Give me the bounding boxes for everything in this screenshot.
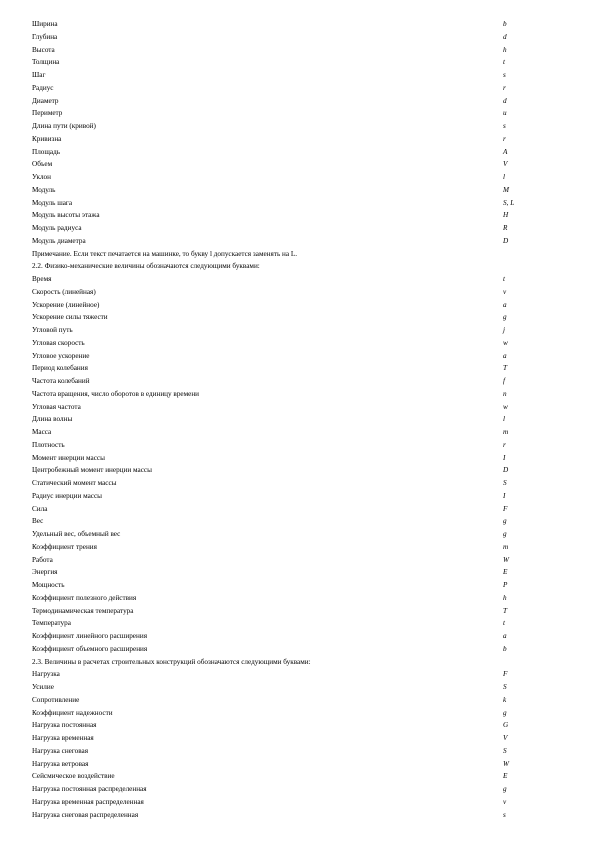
quantity-symbol: T	[503, 364, 507, 373]
quantity-name: Модуль высоты этажа	[32, 211, 100, 220]
list-item	[32, 541, 532, 554]
quantity-name: Плотность	[32, 440, 65, 449]
section-heading: 2.2. Физико-механические величины обозначаются следующими буквами:	[32, 262, 260, 271]
list-item	[32, 732, 532, 745]
quantity-symbol: W	[503, 555, 509, 564]
list-item	[32, 222, 532, 235]
list-item	[32, 375, 532, 388]
quantity-name: Нагрузка постоянная распределенная	[32, 785, 147, 793]
quantity-name: Коэффициент линейного расширения	[32, 632, 147, 640]
quantity-symbol: k	[503, 695, 507, 704]
quantity-name: Длина волны	[32, 415, 73, 424]
quantity-name: Сопротивление	[32, 695, 80, 704]
quantity-name: Нагрузка	[32, 670, 60, 679]
quantity-name: Сила	[32, 504, 48, 513]
note-text-row	[32, 248, 532, 261]
list-item	[32, 197, 532, 210]
quantity-name: Толщина	[32, 58, 60, 67]
quantity-symbol: a	[503, 300, 507, 309]
list-item	[32, 413, 532, 426]
list-item	[32, 44, 532, 57]
quantity-symbol: b	[503, 644, 507, 653]
quantity-name: Нагрузка постоянная	[32, 721, 97, 730]
quantity-name: Коэффициент объемного расширения	[32, 644, 148, 653]
quantity-symbol: D	[503, 466, 509, 475]
quantity-name: Ускорение силы тяжести	[32, 313, 108, 322]
list-item	[32, 745, 532, 758]
list-item	[32, 184, 532, 197]
quantity-symbol: M	[503, 185, 509, 194]
quantity-name: Коэффициент надежности	[32, 708, 113, 717]
quantity-name: Нагрузка временная распределенная	[32, 797, 144, 806]
quantity-symbol: w	[503, 402, 508, 411]
quantity-name: Нагрузка снеговая	[32, 746, 89, 755]
quantity-name: Угловой путь	[32, 326, 73, 334]
quantity-symbol: t	[503, 619, 505, 628]
quantity-symbol: W	[503, 759, 509, 768]
list-item	[32, 235, 532, 248]
quantity-symbol: r	[503, 440, 506, 449]
quantity-name: Температура	[32, 619, 71, 628]
list-item	[32, 324, 532, 337]
quantity-name: Нагрузка временная	[32, 734, 94, 742]
list-item	[32, 171, 532, 184]
quantity-name: Диаметр	[32, 96, 59, 105]
quantity-symbol: d	[503, 96, 507, 105]
quantity-name: Период колебания	[32, 364, 88, 373]
list-item	[32, 69, 532, 82]
quantity-name: Масса	[32, 428, 52, 436]
list-item	[32, 579, 532, 592]
quantity-symbol: V	[503, 734, 508, 742]
quantity-name: Усилие	[32, 683, 54, 691]
list-item	[32, 809, 532, 822]
quantity-symbol: S	[503, 683, 507, 691]
list-item	[32, 158, 532, 171]
quantity-symbol: h	[503, 593, 507, 602]
quantity-symbol: s	[503, 122, 506, 130]
quantity-symbol: S, L	[503, 198, 515, 207]
list-item	[32, 31, 532, 44]
quantity-symbol: r	[503, 134, 506, 143]
list-item	[32, 82, 532, 95]
quantity-name: Нагрузка снеговая распределенная	[32, 810, 139, 819]
quantity-name: Длина пути (кривой)	[32, 122, 96, 130]
list-item	[32, 592, 532, 605]
list-item	[32, 770, 532, 783]
quantity-symbol: t	[503, 58, 505, 67]
quantity-name: Угловая частота	[32, 402, 81, 411]
quantity-name: Частота вращения, число оборотов в единицу времени	[32, 389, 200, 398]
quantity-symbol: G	[503, 721, 509, 730]
list-item	[32, 388, 532, 401]
quantity-symbol: r	[503, 83, 506, 92]
section-heading-row	[32, 656, 532, 669]
quantity-name: Модуль шага	[32, 198, 73, 207]
list-item	[32, 362, 532, 375]
quantity-name: Объем	[32, 160, 53, 169]
list-item	[32, 515, 532, 528]
quantity-name: Угловая скорость	[32, 338, 85, 347]
list-item	[32, 107, 532, 120]
quantity-symbol: F	[503, 670, 508, 679]
list-item	[32, 464, 532, 477]
quantity-symbol: s	[503, 810, 506, 819]
list-item	[32, 783, 532, 796]
quantity-name: Модуль	[32, 185, 56, 194]
list-item	[32, 56, 532, 69]
quantity-symbol: h	[503, 45, 507, 54]
quantity-name: Удельный вес, объемный вес	[32, 530, 121, 538]
quantity-symbol: g	[503, 313, 507, 322]
list-item	[32, 758, 532, 771]
quantity-name: Модуль диаметра	[32, 236, 86, 245]
quantity-symbol: P	[503, 581, 508, 589]
list-item	[32, 401, 532, 414]
list-item	[32, 490, 532, 503]
quantity-symbol: n	[503, 389, 507, 398]
quantity-name: Площадь	[32, 147, 61, 156]
quantity-name: Энергия	[32, 568, 58, 577]
quantity-symbol: l	[503, 173, 505, 181]
list-item	[32, 477, 532, 490]
quantity-name: Скорость (линейная)	[32, 287, 96, 296]
list-item	[32, 286, 532, 299]
quantity-symbol: F	[503, 504, 508, 513]
quantity-symbol: V	[503, 160, 508, 169]
quantity-symbol: T	[503, 606, 507, 615]
quantity-name: Радиус	[32, 83, 54, 92]
quantity-name: Сейсмическое воздействие	[32, 772, 115, 781]
quantity-symbol: I	[503, 491, 506, 500]
list-item	[32, 120, 532, 133]
list-item	[32, 668, 532, 681]
note-text: Примечание. Если текст печатается на машинке, то букву l допускается заменять на L.	[32, 249, 298, 258]
list-item	[32, 681, 532, 694]
list-item	[32, 796, 532, 809]
list-item	[32, 643, 532, 656]
quantity-name: Термодинамическая температура	[32, 606, 134, 615]
list-item	[32, 503, 532, 516]
list-item	[32, 630, 532, 643]
list-item	[32, 18, 532, 31]
quantity-symbol: s	[503, 71, 506, 79]
list-item	[32, 707, 532, 720]
quantity-name: Радиус инерции массы	[32, 491, 102, 500]
quantity-symbol: D	[503, 236, 509, 245]
quantity-symbol: d	[503, 32, 507, 41]
list-item	[32, 337, 532, 350]
quantity-symbol: j	[503, 326, 505, 334]
quantity-name: Нагрузка ветровая	[32, 759, 89, 768]
quantity-name: Центробежный момент инерции массы	[32, 466, 152, 475]
section-heading: 2.3. Величины в расчетах строительных конструкций обозначаются следующими буквами:	[32, 657, 311, 666]
quantity-symbol: b	[503, 20, 507, 28]
symbol-list	[32, 18, 532, 821]
list-item	[32, 528, 532, 541]
quantity-name: Частота колебаний	[32, 377, 90, 385]
quantity-name: Ширина	[32, 20, 58, 28]
quantity-symbol: m	[503, 428, 509, 436]
quantity-symbol: g	[503, 708, 507, 717]
quantity-name: Работа	[32, 555, 53, 564]
quantity-symbol: u	[503, 109, 507, 118]
quantity-symbol: E	[503, 772, 508, 781]
quantity-symbol: a	[503, 632, 507, 640]
quantity-symbol: l	[503, 415, 505, 424]
quantity-name: Глубина	[32, 32, 58, 41]
quantity-symbol: w	[503, 338, 508, 347]
list-item	[32, 426, 532, 439]
list-item	[32, 439, 532, 452]
quantity-name: Ускорение (линейное)	[32, 300, 100, 309]
list-item	[32, 554, 532, 567]
quantity-symbol: g	[503, 785, 507, 793]
list-item	[32, 605, 532, 618]
quantity-name: Момент инерции массы	[32, 453, 105, 462]
quantity-symbol: m	[503, 542, 509, 551]
list-item	[32, 146, 532, 159]
quantity-name: Вес	[32, 517, 44, 526]
quantity-symbol: S	[503, 479, 507, 487]
quantity-symbol: a	[503, 351, 507, 360]
quantity-symbol: R	[503, 224, 508, 232]
quantity-symbol: g	[503, 517, 507, 526]
quantity-symbol: H	[503, 211, 509, 220]
quantity-name: Коэффициент полезного действия	[32, 593, 137, 602]
list-item	[32, 273, 532, 286]
list-item	[32, 350, 532, 363]
list-item	[32, 566, 532, 579]
quantity-symbol: I	[503, 453, 506, 462]
quantity-name: Мощность	[32, 581, 65, 589]
quantity-symbol: A	[503, 147, 508, 156]
quantity-name: Время	[32, 275, 52, 283]
quantity-name: Кривизна	[32, 134, 62, 143]
list-item	[32, 311, 532, 324]
quantity-symbol: v	[503, 287, 507, 296]
quantity-symbol: v	[503, 797, 507, 806]
quantity-name: Модуль радиуса	[32, 224, 82, 232]
quantity-name: Угловое ускорение	[32, 351, 90, 360]
quantity-name: Уклон	[32, 173, 51, 181]
list-item	[32, 617, 532, 630]
quantity-symbol: E	[503, 568, 508, 577]
list-item	[32, 95, 532, 108]
quantity-symbol: f	[503, 377, 505, 385]
list-item	[32, 209, 532, 222]
quantity-symbol: g	[503, 530, 507, 538]
list-item	[32, 719, 532, 732]
list-item	[32, 133, 532, 146]
quantity-name: Статический момент массы	[32, 479, 117, 487]
list-item	[32, 299, 532, 312]
quantity-symbol: S	[503, 746, 507, 755]
section-heading-row	[32, 260, 532, 273]
quantity-name: Высота	[32, 45, 55, 54]
list-item	[32, 694, 532, 707]
list-item	[32, 452, 532, 465]
quantity-symbol: t	[503, 275, 505, 283]
quantity-name: Коэффициент трения	[32, 542, 97, 551]
quantity-name: Шаг	[32, 71, 46, 79]
quantity-name: Периметр	[32, 109, 63, 118]
